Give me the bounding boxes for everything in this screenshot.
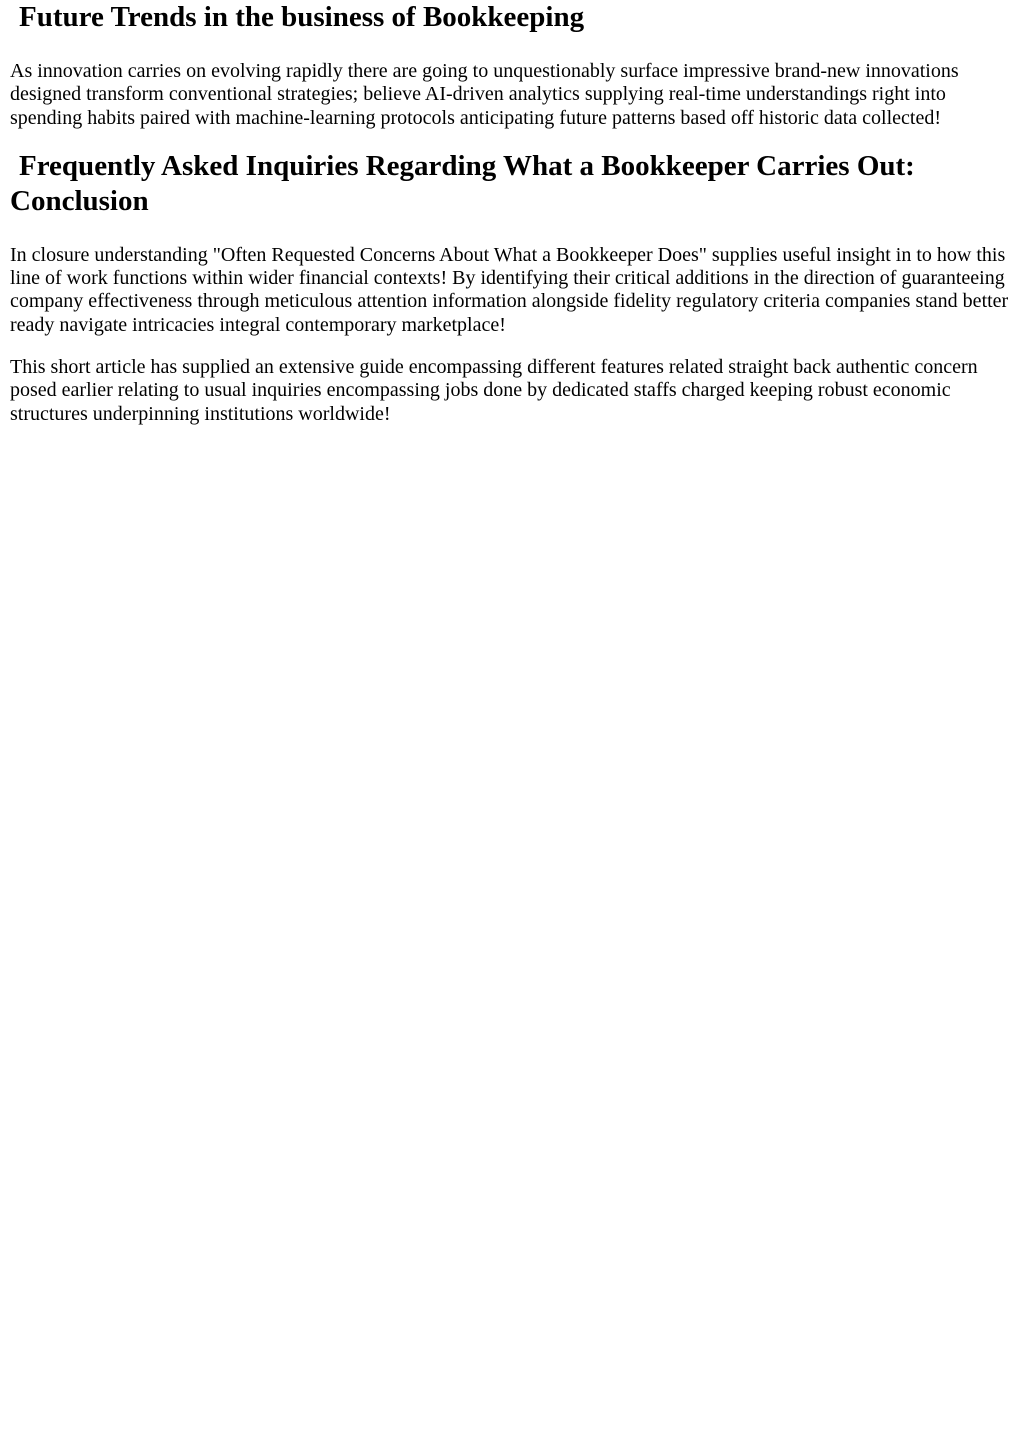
heading-text: Future Trends in the business of Bookkeeping <box>19 1 585 33</box>
paragraph-conclusion-2: This short article has supplied an extensive guide encompassing different features related straight back authentic concern posed earlier relating to usual inquiries encompassing jobs done by dedicated staffs charged keeping robust economic structures underpinning institutions worldwide! <box>10 356 978 425</box>
section-heading-future-trends <box>10 0 1014 35</box>
paragraph-future-trends: As innovation carries on evolving rapidly there are going to unquestionably surface impressive brand-new innovations designed transform conventional strategies; believe AI-driven analytics supplying real-time understandings right into spending habits paired with machine-learning protocols anticipating future patterns based off historic data collected! <box>10 60 959 129</box>
paragraph-conclusion-1: In closure understanding "Often Requested Concerns About What a Bookkeeper Does" supplies useful insight in to how this line of work functions within wider financial contexts! By identifying their critical additions in the direction of guaranteeing company effectiveness through meticulous attention information alongside fidelity regulatory criteria companies stand better ready navigate intricacies integral contemporary marketplace! <box>10 243 1009 336</box>
article-page <box>0 0 1024 426</box>
heading-text: Frequently Asked Inquiries Regarding What a Bookkeeper Carries Out: Conclusion <box>10 149 915 217</box>
section-heading-faq-conclusion <box>10 149 1014 219</box>
